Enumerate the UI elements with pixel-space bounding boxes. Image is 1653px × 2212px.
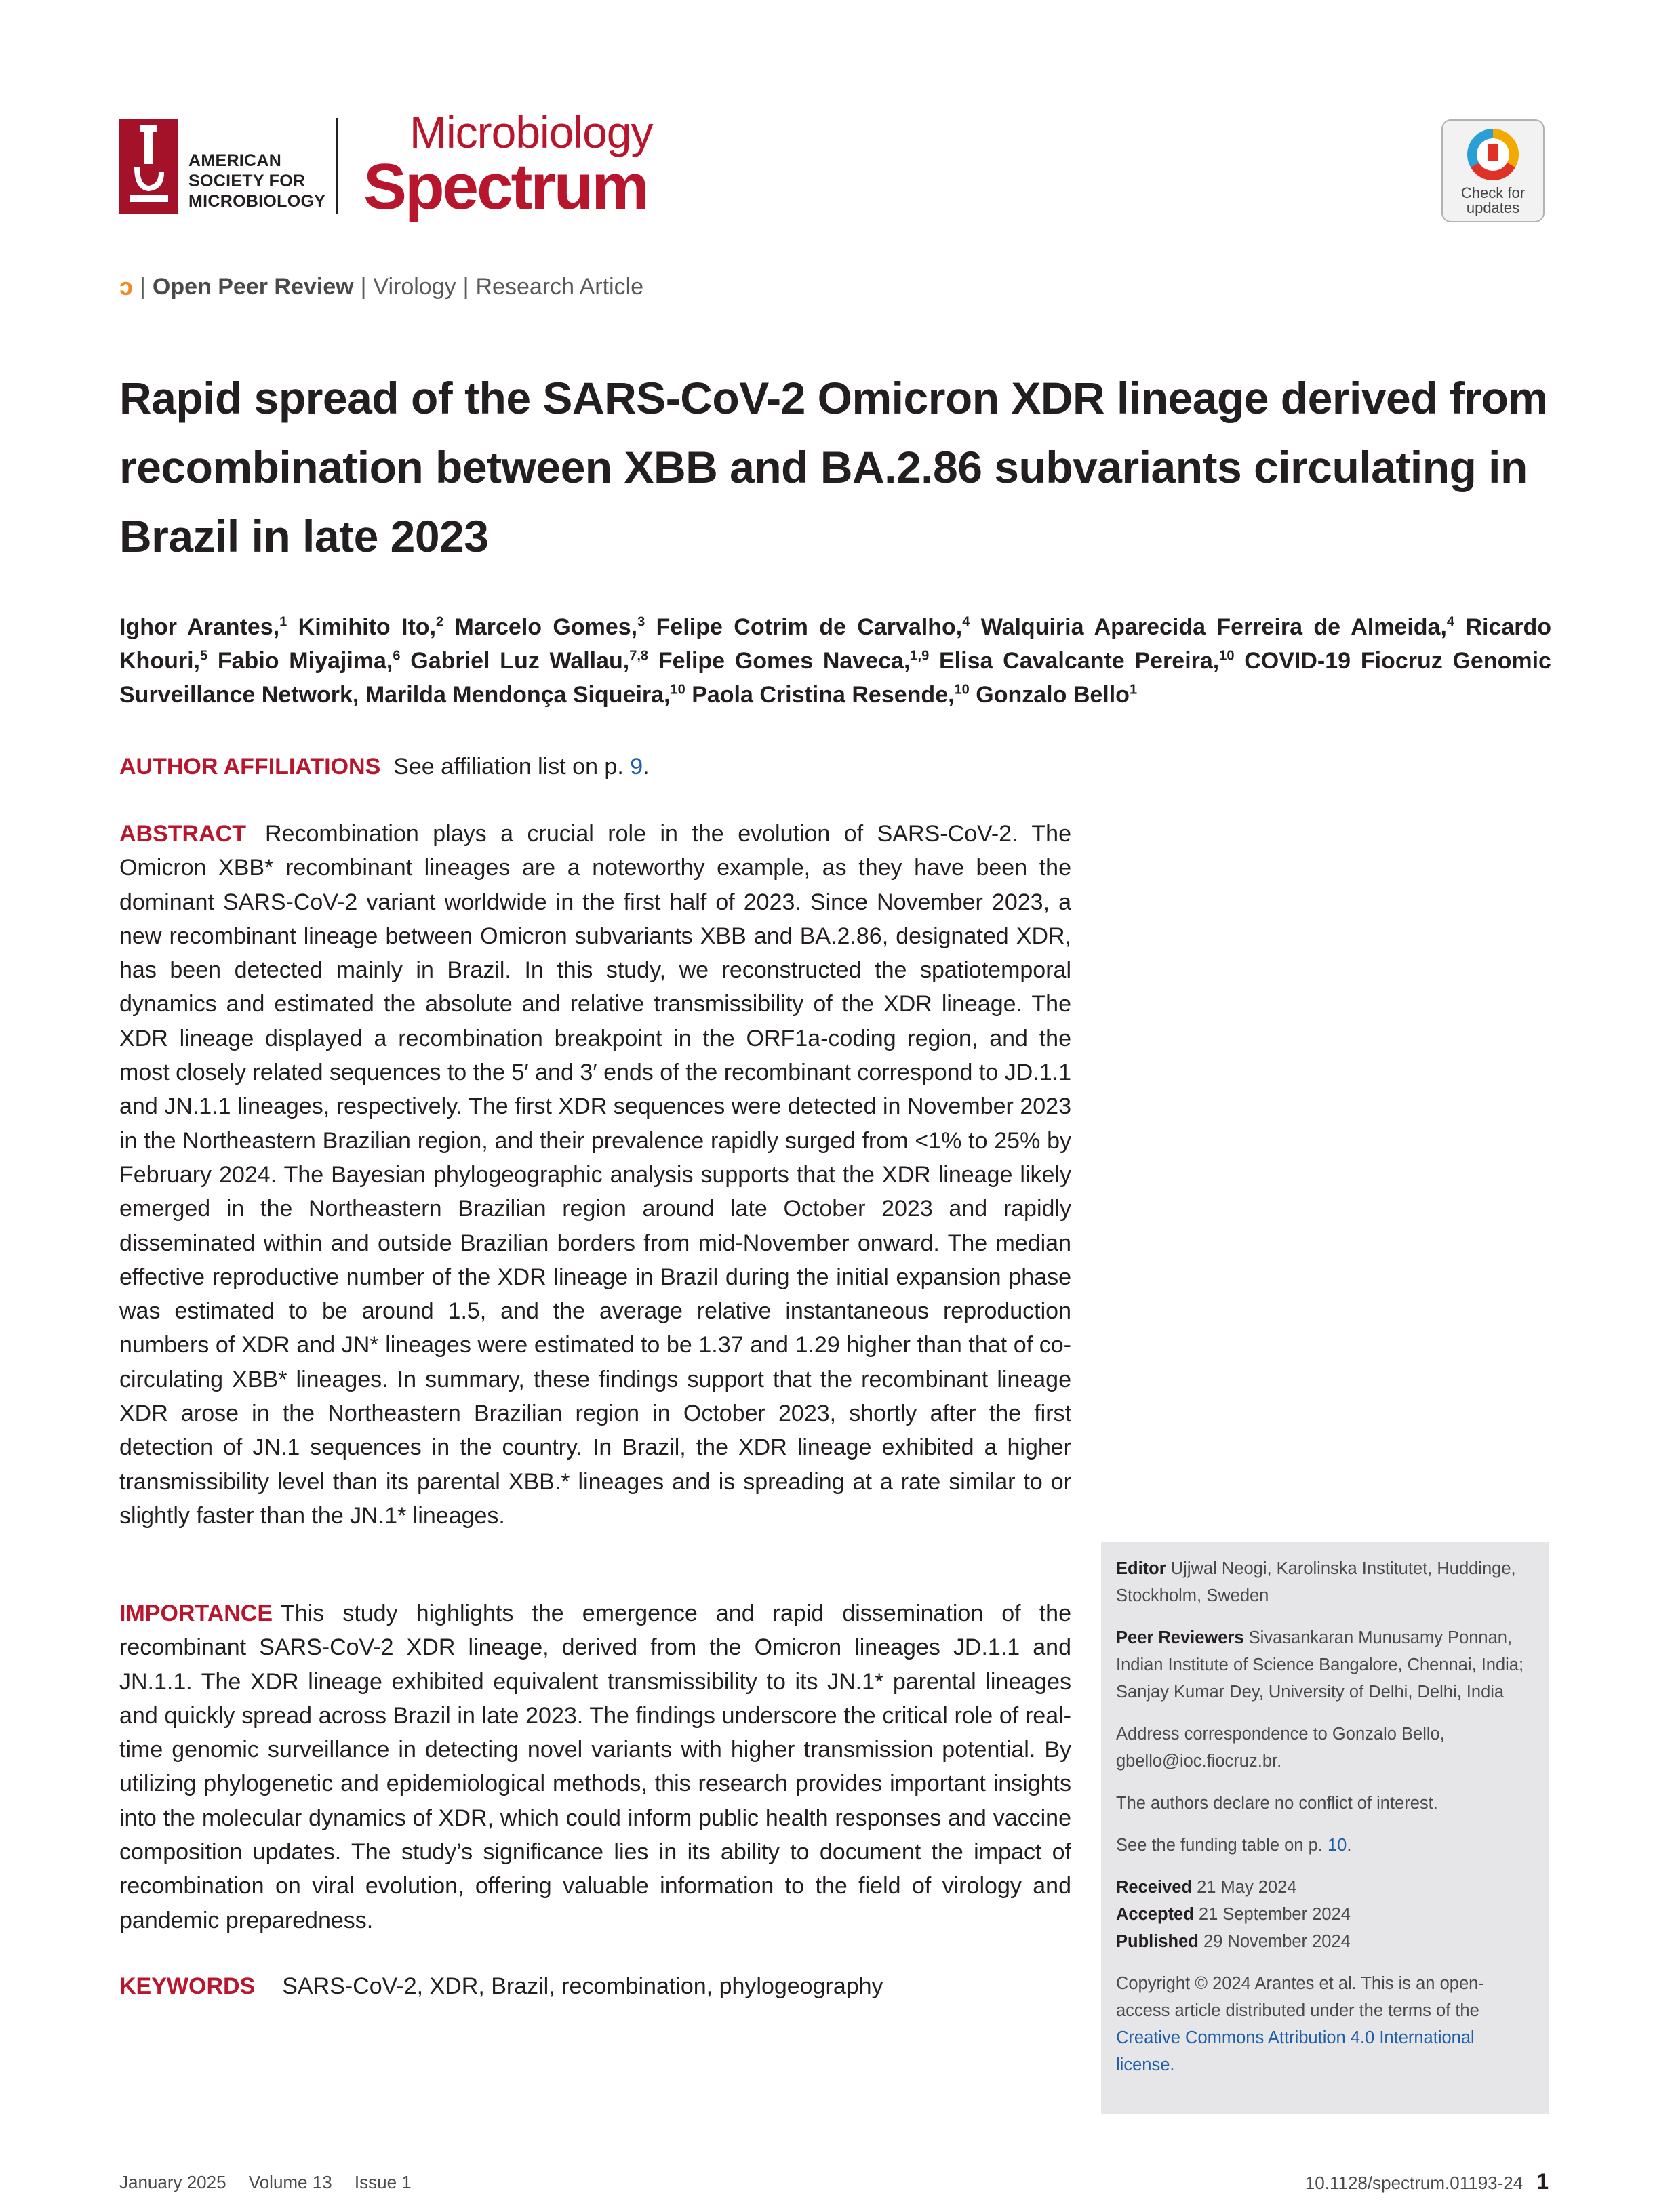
editor-info: Editor Ujjwal Neogi, Karolinska Institutet, Huddinge, Stockholm, Sweden — [1116, 1559, 1516, 1605]
author-name: Kimihito Ito, — [298, 614, 437, 640]
keywords-text: SARS-CoV-2, XDR, Brazil, recombination, phylogeography — [282, 1973, 883, 1999]
author-affiliations: AUTHOR AFFILIATIONS See affiliation list on p. 9. — [119, 754, 650, 780]
article-info-sidebar — [1101, 1542, 1549, 2114]
article-title: Rapid spread of the SARS-CoV-2 Omicron XDR lineage derived from recombination between XBB and BA.2.86 subvariants circulating in Brazil in late 2023 — [119, 373, 1548, 561]
importance-text: This study highlights the emergence and rapid dissemination of the recombinant SARS-CoV-2 XDR lineage, derived from the Omicron lineages JD.1.1 and JN.1.1. The XDR lineage exhibited equivalent transmissibility to its JN.1* parental lineages and quickly spread across Brazil in late 2023. The findings underscore the critical role of real-time genomic surveillance in detecting novel variants with higher transmission potential. By utilizing phylogenetic and epidemiological methods, this research provides important insights into the molecular dynamics of XDR, which could inform public health responses and vaccine composition updates. The study’s significance lies in its ability to document the impact of recombination on viral evolution, offering valuable information to the field of virology and pandemic preparedness. — [119, 1601, 1071, 1933]
published-date: Published 29 November 2024 — [1116, 1932, 1351, 1951]
author-name: COVID-19 Fiocruz Genomic Surveillance Network, — [119, 648, 1551, 708]
affiliation-superscript: 10 — [1219, 648, 1235, 664]
affiliation-superscript: 1,9 — [910, 648, 930, 664]
affiliation-superscript: 4 — [962, 614, 970, 630]
affiliation-superscript: 10 — [954, 682, 970, 698]
article-category: ɔ | Open Peer Review | Virology | Research Article — [119, 273, 644, 300]
check-updates-label: Check for updates — [1460, 184, 1526, 216]
peer-reviewers-info: Peer Reviewers Sivasankaran Munusamy Ponnan, Indian Institute of Science Bangalore, Chennai, India; Sanjay Kumar Dey, University of Delhi, Delhi, India — [1116, 1628, 1524, 1702]
article-type-label: Research Article — [475, 273, 644, 300]
affiliation-superscript: 3 — [637, 614, 645, 630]
copyright-notice: Copyright © 2024 Arantes et al. This is an open-access article distributed under the terms of the Creative Commons Attribution 4.0 International license. — [1116, 1974, 1484, 2074]
affiliation-superscript: 7,8 — [629, 648, 649, 664]
author-name: Paola Cristina Resende, — [692, 682, 955, 708]
affiliation-superscript: 2 — [436, 614, 444, 630]
author-name: Felipe Cotrim de Carvalho, — [656, 614, 963, 640]
keywords — [119, 1969, 883, 2003]
affiliation-superscript: 1 — [279, 614, 287, 630]
author-name: Gonzalo Bello — [976, 682, 1130, 708]
affiliation-superscript: 4 — [1446, 614, 1455, 630]
article-dates — [1116, 1874, 1534, 1955]
correspondence-info: Address correspondence to Gonzalo Bello, gbello@ioc.fiocruz.br. — [1116, 1725, 1445, 1771]
doi-text[interactable]: 10.1128/spectrum.01193-24 — [1305, 2173, 1523, 2193]
logo-divider — [336, 118, 338, 214]
author-name: Ighor Arantes, — [119, 614, 280, 640]
conflict-statement: The authors declare no conflict of interest. — [1116, 1794, 1438, 1813]
abstract-heading: ABSTRACT — [119, 821, 246, 847]
author-name: Marcelo Gomes, — [454, 614, 638, 640]
page-number: 1 — [1536, 2169, 1549, 2194]
author-name: Elisa Cavalcante Pereira, — [939, 648, 1220, 674]
crossmark-icon — [1467, 129, 1519, 180]
author-name: Gabriel Luz Wallau, — [410, 648, 630, 674]
asm-wordmark: AMERICAN SOCIETY FOR MICROBIOLOGY — [188, 151, 326, 211]
check-for-updates-button[interactable] — [1441, 119, 1545, 222]
funding-page-link[interactable]: 10 — [1327, 1836, 1347, 1855]
affiliation-superscript: 6 — [393, 648, 401, 664]
author-name: Marilda Mendonça Siqueira, — [365, 682, 671, 708]
accepted-date: Accepted 21 September 2024 — [1116, 1905, 1351, 1924]
keywords-heading: KEYWORDS — [119, 1973, 256, 1999]
affiliation-superscript: 10 — [670, 682, 685, 698]
author-name: Felipe Gomes Naveca, — [658, 648, 911, 674]
open-peer-review-label: Open Peer Review — [152, 273, 354, 300]
funding-info: See the funding table on p. 10. — [1116, 1836, 1352, 1855]
license-link[interactable]: Creative Commons Attribution 4.0 International license — [1116, 2028, 1475, 2074]
affiliation-superscript: 1 — [1129, 682, 1138, 698]
subject-label: Virology — [373, 273, 456, 300]
affiliation-superscript: 5 — [199, 648, 208, 664]
open-access-icon: ɔ — [119, 273, 134, 300]
author-list — [119, 610, 1551, 712]
asm-logo — [119, 119, 325, 214]
abstract — [119, 817, 1071, 1533]
issue-info: January 2025 Volume 13 Issue 1 — [119, 2172, 412, 2192]
author-name: Ricardo Khouri, — [119, 614, 1552, 674]
abstract-text: Recombination plays a crucial role in the evolution of SARS-CoV-2. The Omicron XBB* recombinant lineages are a noteworthy example, as they have been the dominant SARS-CoV-2 variant worldwide in the first half of 2023. Since November 2023, a new recombinant lineage between Omicron subvariants XBB and BA.2.86, designated XDR, has been detected mainly in Brazil. In this study, we reconstructed the spatiotemporal dynamics and estimated the absolute and relative transmissibility of the XDR lineage. The XDR lineage displayed a recombination breakpoint in the ORF1a-coding region, and the most closely related sequences to the 5′ and 3′ ends of the recombinant correspond to JD.1.1 and JN.1.1 lineages, respectively. The first XDR sequences were detected in November 2023 in the Northeastern Brazilian region, and their prevalence rapidly surged from <1% to 25% by February 2024. The Bayesian phylogeographic analysis supports that the XDR lineage likely emerged in the Northeastern Brazilian region around late October 2023 and rapidly disseminated within and outside Brazilian borders from mid-November onward. The median effective reproductive number of the XDR lineage in Brazil during the initial expansion phase was estimated to be around 1.5, and the average relative instantaneous reproduction numbers of XDR and JN* lineages were estimated to be 1.37 and 1.29 higher than that of co-circulating XBB* lineages. In summary, these findings support that the recombinant lineage XDR arose in the Northeastern Brazilian region in October 2023, shortly after the first detection of JN.1 sequences in the country. In Brazil, the XDR lineage exhibited a higher transmissibility level than its parental XBB.* lineages and is spreading at a rate similar to or slightly faster than the JN.1* lineages. — [119, 821, 1071, 1529]
importance — [119, 1596, 1071, 1937]
affiliation-page-link[interactable]: 9 — [630, 754, 643, 780]
doi-and-page — [1305, 2169, 1549, 2194]
author-name: Fabio Miyajima, — [217, 648, 393, 674]
author-name: Walquiria Aparecida Ferreira de Almeida, — [980, 614, 1447, 640]
journal-logo: Microbiology Spectrum — [363, 107, 653, 223]
importance-heading: IMPORTANCE — [119, 1601, 273, 1626]
microscope-icon — [119, 119, 178, 214]
received-date: Received 21 May 2024 — [1116, 1878, 1297, 1897]
